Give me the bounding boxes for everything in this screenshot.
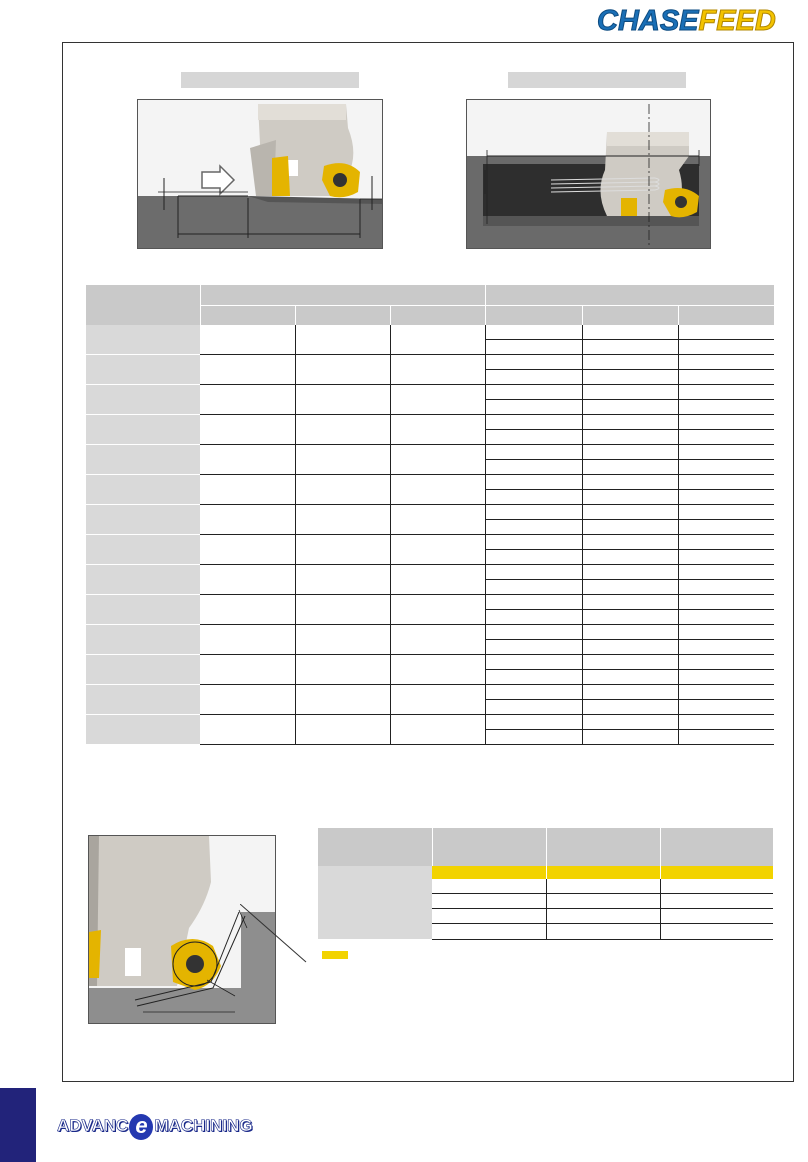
helical-cell — [582, 670, 678, 685]
helical-cell — [485, 520, 582, 535]
helical-cell — [582, 550, 678, 565]
small-cell — [546, 909, 660, 924]
ramping-cell — [390, 655, 485, 685]
table-row — [86, 505, 774, 520]
helical-cell — [678, 670, 774, 685]
header-sub — [678, 306, 774, 326]
table-row — [86, 535, 774, 550]
ramping-cell — [390, 445, 485, 475]
table-row — [86, 595, 774, 610]
table-row — [86, 655, 774, 670]
highlight-cell — [432, 866, 546, 879]
ramping-cell — [295, 715, 390, 745]
ramping-cell — [390, 595, 485, 625]
helical-cell — [485, 460, 582, 475]
helical-cell — [582, 430, 678, 445]
helical-cell — [582, 505, 678, 520]
row-label-cell — [86, 445, 200, 475]
ramping-cell — [200, 565, 295, 595]
specification-body — [86, 325, 774, 745]
helical-cell — [678, 550, 774, 565]
helical-cell — [485, 550, 582, 565]
chasefeed-logo: CHASEFEED — [597, 5, 776, 37]
ramping-illustration — [138, 100, 383, 249]
row-label-cell — [86, 355, 200, 385]
helical-cell — [485, 655, 582, 670]
helical-cell — [582, 535, 678, 550]
row-label-cell — [86, 415, 200, 445]
table-row — [86, 475, 774, 490]
row-label-cell — [86, 535, 200, 565]
highlight-legend-swatch — [322, 951, 348, 959]
small-cell — [660, 879, 773, 894]
ramping-cell — [295, 685, 390, 715]
helical-cell — [582, 610, 678, 625]
ramping-cell — [390, 415, 485, 445]
helical-cell — [582, 730, 678, 745]
helical-cell — [678, 685, 774, 700]
helical-cell — [678, 655, 774, 670]
ramping-cell — [200, 415, 295, 445]
helical-cell — [485, 715, 582, 730]
ramping-cell — [390, 325, 485, 355]
helical-cell — [485, 355, 582, 370]
row-label-cell — [86, 625, 200, 655]
helical-cell — [678, 535, 774, 550]
helical-cell — [678, 445, 774, 460]
header-stub — [86, 285, 200, 325]
small-cell — [546, 879, 660, 894]
small-cell — [660, 909, 773, 924]
section-tab — [0, 1088, 36, 1162]
ramping-cell — [200, 385, 295, 415]
row-label-cell — [86, 325, 200, 355]
helical-cell — [485, 595, 582, 610]
ramping-cell — [295, 325, 390, 355]
row-label-cell — [86, 595, 200, 625]
helical-cell — [485, 325, 582, 340]
ramping-cell — [390, 565, 485, 595]
ramping-cell — [295, 475, 390, 505]
header-sub — [582, 306, 678, 326]
ramping-cell — [390, 475, 485, 505]
helical-cell — [485, 730, 582, 745]
helical-cell — [582, 595, 678, 610]
helical-cell — [485, 385, 582, 400]
row-label-cell — [86, 655, 200, 685]
table-row — [86, 385, 774, 400]
helical-cell — [485, 700, 582, 715]
helical-cell — [485, 415, 582, 430]
highlight-cell — [546, 866, 660, 879]
ramping-cell — [295, 625, 390, 655]
small-cell — [432, 894, 546, 909]
header-sub — [485, 306, 582, 326]
table-row — [86, 445, 774, 460]
helical-cell — [485, 400, 582, 415]
helical-cell — [485, 505, 582, 520]
helical-cell — [678, 520, 774, 535]
ramping-cell — [295, 385, 390, 415]
table-row — [86, 565, 774, 580]
row-label-cell — [86, 685, 200, 715]
helical-cell — [582, 370, 678, 385]
ramping-cell — [390, 685, 485, 715]
helical-cell — [485, 610, 582, 625]
helical-cell — [485, 640, 582, 655]
header-group-helical — [485, 285, 774, 306]
row-label-cell — [86, 505, 200, 535]
table-row — [86, 625, 774, 640]
ramping-cell — [390, 625, 485, 655]
small-header-col — [660, 828, 773, 866]
helical-cell — [678, 475, 774, 490]
small-cell — [660, 894, 773, 909]
table-row — [86, 685, 774, 700]
specification-table — [86, 285, 774, 745]
ramping-cell — [390, 715, 485, 745]
helical-cell — [485, 430, 582, 445]
helical-cell — [678, 490, 774, 505]
helical-cell — [582, 520, 678, 535]
helical-cell — [582, 445, 678, 460]
small-header-col — [432, 828, 546, 866]
helical-cell — [485, 490, 582, 505]
small-cell — [546, 894, 660, 909]
table-row — [86, 715, 774, 730]
helical-cell — [678, 505, 774, 520]
helical-cell — [582, 580, 678, 595]
helical-cell — [582, 355, 678, 370]
table-row — [86, 325, 774, 340]
ramping-cell — [295, 655, 390, 685]
header-sub — [200, 306, 295, 326]
figure-title-bar-right — [508, 72, 686, 88]
helical-cell — [485, 670, 582, 685]
helical-cell — [678, 715, 774, 730]
row-label-cell — [86, 715, 200, 745]
row-label-cell — [86, 565, 200, 595]
figure-title-bar-left — [181, 72, 359, 88]
helical-cell — [485, 340, 582, 355]
small-header-stub — [318, 828, 432, 866]
helical-cell — [582, 475, 678, 490]
ramping-cell — [295, 415, 390, 445]
helical-photo — [466, 99, 711, 249]
corner-radius-table — [318, 828, 773, 940]
ramping-cell — [390, 385, 485, 415]
small-cell — [432, 909, 546, 924]
ramping-cell — [200, 685, 295, 715]
helical-cell — [485, 370, 582, 385]
helical-cell — [582, 385, 678, 400]
leader-line — [240, 904, 316, 974]
helical-cell — [485, 625, 582, 640]
table-row — [86, 355, 774, 370]
helical-cell — [582, 340, 678, 355]
ramping-cell — [295, 595, 390, 625]
helical-cell — [582, 415, 678, 430]
helical-cell — [485, 535, 582, 550]
helical-cell — [582, 325, 678, 340]
helical-cell — [678, 340, 774, 355]
ramping-cell — [200, 655, 295, 685]
helical-cell — [678, 595, 774, 610]
helical-cell — [678, 370, 774, 385]
ramping-cell — [200, 475, 295, 505]
table-row — [86, 415, 774, 430]
helical-cell — [678, 565, 774, 580]
small-header-col — [546, 828, 660, 866]
helical-cell — [485, 685, 582, 700]
ramping-cell — [390, 505, 485, 535]
highlight-cell — [660, 866, 773, 879]
helical-cell — [678, 730, 774, 745]
helical-cell — [485, 565, 582, 580]
helical-cell — [678, 325, 774, 340]
header-sub — [295, 306, 390, 326]
helical-cell — [678, 640, 774, 655]
ramping-cell — [295, 505, 390, 535]
helical-cell — [582, 400, 678, 415]
ramping-cell — [295, 535, 390, 565]
small-cell — [432, 879, 546, 894]
helical-cell — [678, 460, 774, 475]
helical-cell — [582, 655, 678, 670]
row-label-cell — [86, 475, 200, 505]
ramping-cell — [200, 535, 295, 565]
helical-cell — [582, 625, 678, 640]
ramping-cell — [200, 325, 295, 355]
helical-cell — [582, 685, 678, 700]
small-cell — [432, 924, 546, 939]
helical-cell — [678, 430, 774, 445]
advancemachining-logo: ADVANC e MACHINING — [57, 1112, 253, 1138]
header-group-ramping — [200, 285, 485, 306]
helical-cell — [582, 700, 678, 715]
row-label-cell — [86, 385, 200, 415]
helical-cell — [485, 580, 582, 595]
helical-cell — [582, 715, 678, 730]
helical-cell — [678, 415, 774, 430]
small-stub — [318, 866, 432, 939]
helical-cell — [678, 400, 774, 415]
ramping-cell — [390, 535, 485, 565]
helical-cell — [678, 700, 774, 715]
helical-cell — [678, 625, 774, 640]
ramping-cell — [200, 715, 295, 745]
ramping-cell — [200, 355, 295, 385]
ramping-cell — [200, 505, 295, 535]
helical-cell — [582, 490, 678, 505]
helical-cell — [678, 610, 774, 625]
small-cell — [660, 924, 773, 939]
ramping-cell — [390, 355, 485, 385]
ramping-photo — [137, 99, 383, 249]
small-cell — [546, 924, 660, 939]
ramping-cell — [295, 565, 390, 595]
helical-cell — [678, 385, 774, 400]
ramping-cell — [295, 445, 390, 475]
helical-cell — [485, 475, 582, 490]
ramping-cell — [200, 595, 295, 625]
ramping-cell — [200, 445, 295, 475]
helical-cell — [582, 640, 678, 655]
helical-cell — [678, 355, 774, 370]
ramping-cell — [295, 355, 390, 385]
helical-cell — [582, 460, 678, 475]
helical-cell — [678, 580, 774, 595]
header-sub — [390, 306, 485, 326]
helical-cell — [485, 445, 582, 460]
helical-cell — [582, 565, 678, 580]
ramping-cell — [200, 625, 295, 655]
helical-illustration — [467, 100, 711, 249]
